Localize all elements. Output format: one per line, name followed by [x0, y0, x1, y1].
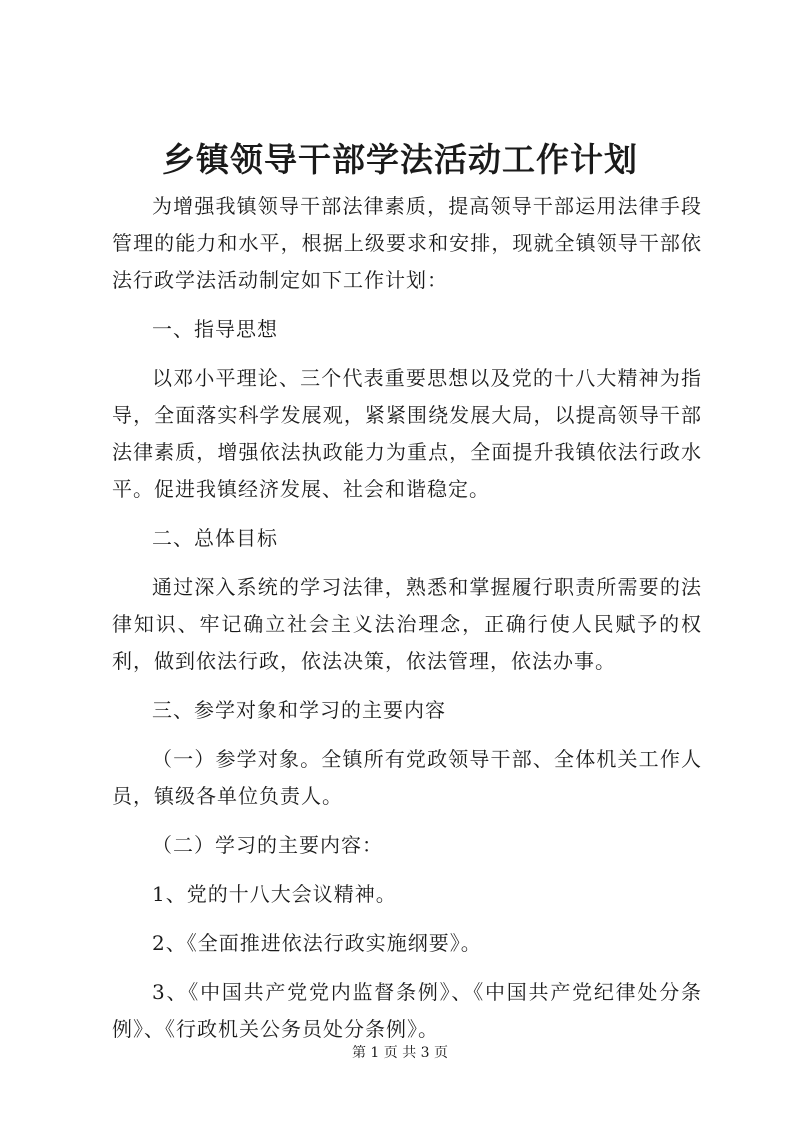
- section-heading-overall-goal: 二、总体目标: [152, 526, 278, 550]
- section-heading-guiding-ideology: 一、指导思想: [152, 317, 278, 341]
- page-footer: 第 1 页 共 3 页: [351, 1045, 449, 1061]
- section-heading-participants-content: 三、参学对象和学习的主要内容: [152, 698, 446, 722]
- paragraph-overall-goal: 通过深入系统的学习法律，熟悉和掌握履行职责所需要的法律知识、牢记确立社会主义法治理念，正确行使人民赋予的权利，做到依法行政，依法决策，依法管理，依法办事。: [112, 575, 702, 673]
- list-item-2: 2、《全面推进依法行政实施纲要》。: [152, 931, 482, 955]
- document-title: 乡镇领导干部学法活动工作计划: [162, 140, 638, 179]
- paragraph-intro: 为增强我镇领导干部法律素质，提高领导干部运用法律手段管理的能力和水平，根据上级要求和安排，现就全镇领导干部依法行政学法活动制定如下工作计划：: [112, 194, 702, 292]
- paragraph-guiding-ideology: 以邓小平理论、三个代表重要思想以及党的十八大精神为指导，全面落实科学发展观，紧紧围绕发展大局，以提高领导干部法律素质，增强依法执政能力为重点，全面提升我镇依法行政水平。促进我镇经济发展、社会和谐稳定。: [112, 366, 702, 501]
- subheading-main-content: （二）学习的主要内容：: [152, 833, 383, 857]
- list-item-1: 1、党的十八大会议精神。: [152, 882, 397, 906]
- list-item-3: 3、《中国共产党党内监督条例》、《中国共产党纪律处分条例》、《行政机关公务员处分条例》。: [112, 980, 702, 1041]
- document-body: [112, 188, 702, 1060]
- paragraph-participants: （一）参学对象。全镇所有党政领导干部、全体机关工作人员，镇级各单位负责人。: [112, 747, 702, 808]
